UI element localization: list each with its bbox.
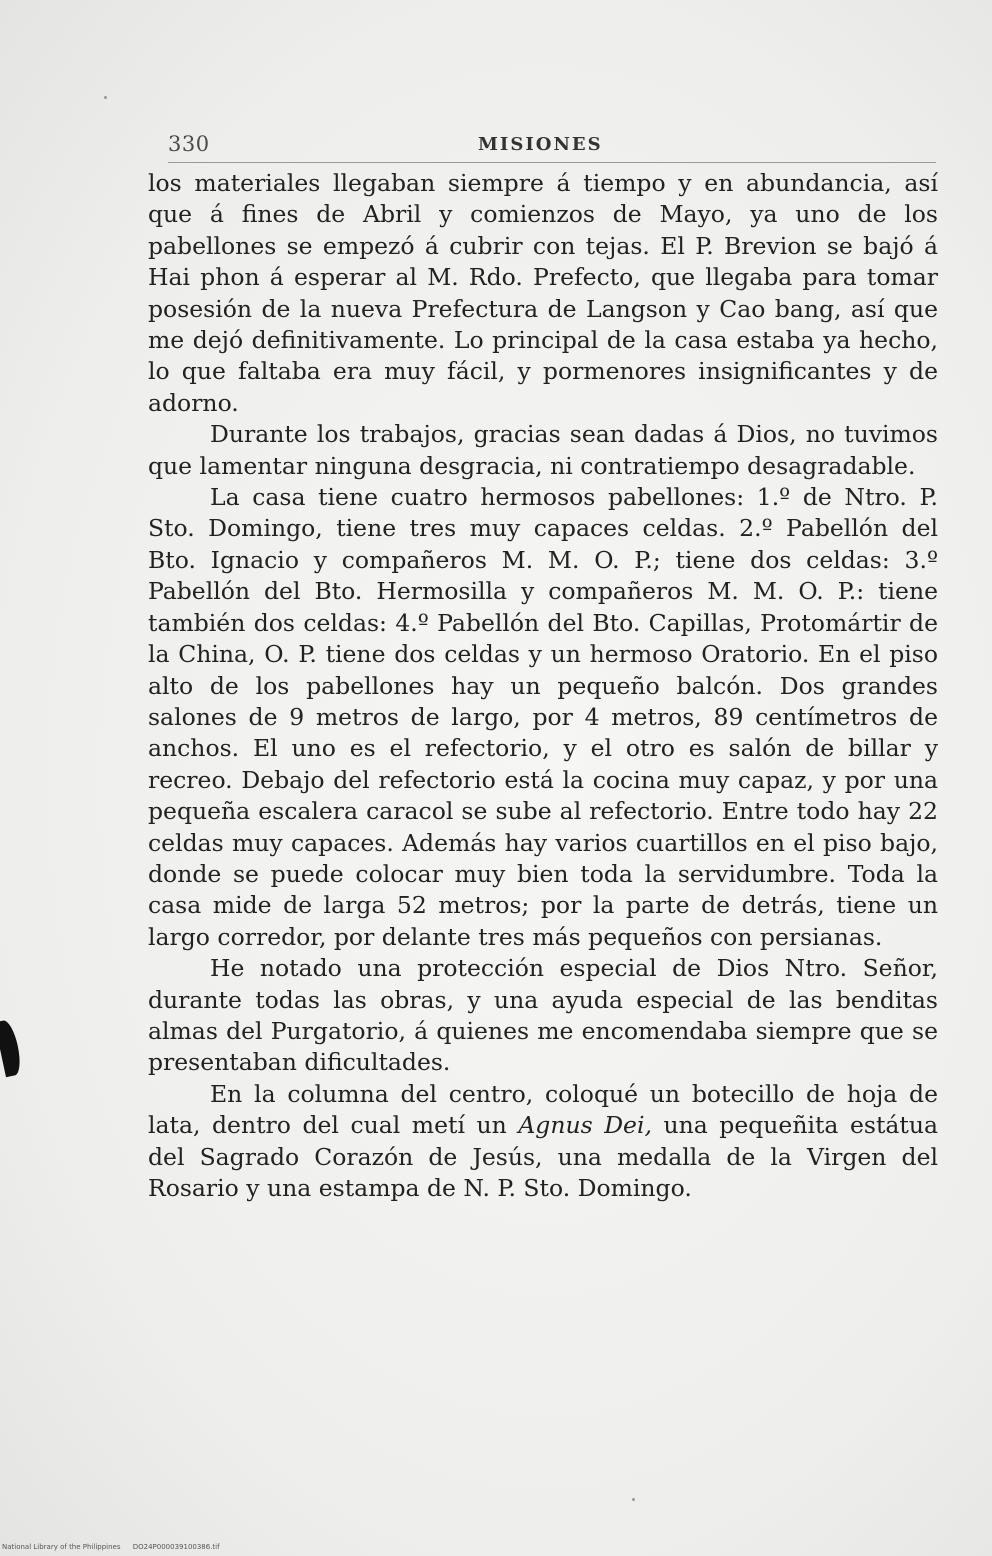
- edge-smudge: [0, 1019, 24, 1078]
- running-title: MISIONES: [478, 134, 603, 155]
- dust-speck: [632, 1498, 635, 1501]
- dust-speck: [104, 96, 107, 99]
- footer-code: DO24P000039100386.tif: [132, 1543, 220, 1551]
- paragraph-5: [148, 1079, 938, 1205]
- paragraph-2: Durante los trabajos, gracias sean dadas á Dios, no tuvimos que lamentar ninguna desgracia, ni contratiempo desagradable.: [148, 420, 938, 480]
- page-number: 330: [168, 132, 210, 156]
- scan-footer: [2, 1543, 220, 1551]
- body-text: [148, 168, 938, 1204]
- paragraph-1: los materiales llegaban siempre á tiempo y en abundancia, así que á fines de Abril y comienzos de Mayo, ya uno de los pabellones se empezó á cubrir con tejas. El P. Brevion se bajó á Hai phon á esperar al M. Rdo. Prefecto, que llegaba para tomar posesión de la nueva Prefectura de Langson y Cao bang, así que me dejó definitivamente. Lo principal de la casa estaba ya hecho, lo que faltaba era muy fácil, y pormenores insignificantes y de adorno.: [148, 169, 938, 417]
- agnus-dei-italic: Agnus Dei,: [518, 1111, 652, 1140]
- footer-library: National Library of the Philippines: [2, 1543, 121, 1551]
- paragraph-5-start: En la columna del centro, coloqué un botecillo de hoja de lata, dentro del cual metí un: [148, 1079, 938, 1140]
- paragraph-4: He notado una protección especial de Dios Ntro. Señor, durante todas las obras, y una ayuda especial de las benditas almas del Purgatorio, á quienes me encomendaba siempre que se presentaban dificultades.: [148, 954, 938, 1077]
- running-head: [168, 128, 936, 163]
- paragraph-3: La casa tiene cuatro hermosos pabellones: 1.º de Ntro. P. Sto. Domingo, tiene tres muy capaces celdas. 2.º Pabellón del Bto. Ignacio y compañeros M. M. O. P.; tiene dos celdas: 3.º Pabellón del Bto. Hermosilla y compañeros M. M. O. P.: tiene también dos celdas: 4.º Pabellón del Bto. Capillas, Protomártir de la China, O. P. tiene dos celdas y un hermoso Oratorio. En el piso alto de los pabellones hay un pequeño balcón. Dos grandes salones de 9 metros de largo, por 4 metros, 89 centímetros de anchos. El uno es el refectorio, y el otro es salón de billar y recreo. Debajo del refectorio está la cocina muy capaz, y por una pequeña escalera caracol se sube al refectorio. Entre todo hay 22 celdas muy capaces. Además hay varios cuartillos en el piso bajo, donde se puede colocar muy bien toda la servidumbre. Toda la casa mide de larga 52 metros; por la parte de detrás, tiene un largo corredor, por delante tres más pequeños con persianas.: [148, 483, 938, 951]
- paragraph-5-end: una pequeñita estátua del Sagrado Corazón de Jesús, una medalla de la Virgen del Rosario y una estampa de N. P. Sto. Domingo.: [148, 1111, 938, 1202]
